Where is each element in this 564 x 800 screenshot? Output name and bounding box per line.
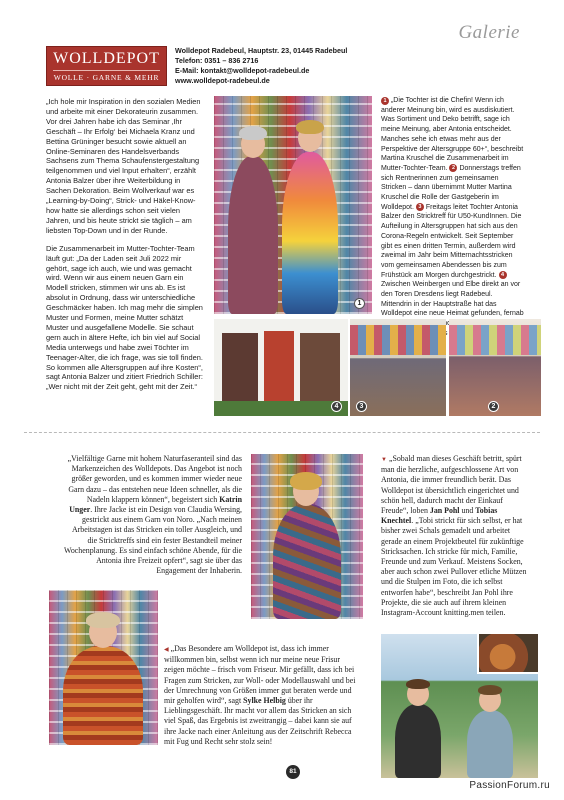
photo-sylke-helbig	[49, 590, 158, 745]
quote-pohl-name-jan: Jan Pohl	[429, 506, 460, 516]
intro-text	[46, 97, 206, 400]
figure-katrin-hair	[290, 472, 322, 490]
quote-pohl-marker-icon: ▼	[381, 457, 387, 463]
contact-email: E-Mail: kontakt@wolldepot-radebeul.de	[175, 66, 310, 75]
figure-katrin	[273, 504, 341, 619]
quote-pohl-knechtel	[381, 454, 529, 618]
logo-main-text: WOLLDEPOT	[53, 47, 160, 71]
contact-address: Wolldepot Radebeul, Hauptstr. 23, 01445 Radebeul	[175, 46, 348, 55]
caption-marker-3: 3	[416, 203, 424, 211]
photo-number-2: 2	[488, 401, 499, 412]
photo-number-1: 1	[354, 298, 365, 309]
figure-daughter	[282, 152, 338, 314]
photo-number-3: 3	[356, 401, 367, 412]
storefront-door	[264, 331, 294, 407]
quote-unger-text-2: . Ihre Jacke ist ein Design von Claudia Wersing, gestrickt aus einem Garn von Noro. „Nach meinen Arbeitstagen ist das Stricken ein toller Ausgleich, und die Stricktreffs sind ein fester Bestandteil meiner Wochenplanung. Es sind einfach schöne Abende, für die Antonia ihre Freizeit opfert“, sagt sie über das Engagement der Inhaberin.	[64, 505, 242, 576]
caption-column	[381, 96, 525, 339]
quote-pohl-name-tobias: Tobias Knechtel	[381, 506, 498, 526]
photo-group-friday	[350, 319, 446, 416]
section-title: Galerie	[458, 22, 520, 43]
figure-sylke	[63, 646, 143, 745]
photo-mother-daughter	[214, 96, 372, 314]
group-shelf-2	[449, 325, 541, 355]
quote-sylke-helbig	[164, 644, 358, 747]
storefront-window-right	[300, 333, 340, 403]
contact-phone: Telefon: 0351 – 836 2716	[175, 56, 259, 65]
photo-group-thursday	[449, 319, 541, 416]
storefront-window-left	[222, 333, 258, 403]
photo-pohl-knechtel	[381, 634, 538, 778]
photo-inset-mitts	[477, 634, 538, 674]
figure-mother-hair	[239, 126, 267, 140]
caption-4: Zwischen Weinbergen und Elbe direkt an vor den Toren Dresdens liegt Radebeul. Mittendrin in der Hauptstraße hat das Wolldepot eine neue Heimat gefunden, fernab	[381, 281, 524, 318]
figure-jan-hair	[406, 679, 430, 689]
page-number: 81	[286, 765, 300, 779]
contact-website: www.wolldepot-radebeul.de	[175, 76, 270, 85]
photo-katrin-unger	[251, 454, 363, 619]
figure-mother	[228, 156, 278, 314]
caption-marker-4: 4	[499, 271, 507, 279]
caption-3: Freitags leitet Tochter Antonia Balzer den Stricktreff für U50-KundInnen. Die Aufteilung in Altersgruppen hat sich aus den Corona-Regeln entwickelt. Seit September gibt es einen dritten Termin, außerdem wird zweimal im Jahr beim Mitternachtsstricken vom gemeinsamen Abendessen bis zum Frühstück am Morgen durchgestrickt.	[381, 203, 522, 279]
photo-number-4: 4	[331, 401, 342, 412]
group-shelf	[350, 325, 446, 355]
intro-paragraph-2: Die Zusammenarbeit im Mutter-Tochter-Team läuft gut: „Da der Laden seit Juli 2022 mir gehört, sage ich auch, wie und was gemacht wird. Wenn wir aus einem neuen Garn ein Modell stricken, stimmen wir uns ab. Es ist absolut in Ordnung, dass wir unterschiedliche Geschmäcker haben. Ich mag mehr die simplen Muster und Formen, meine Mutter schätzt Muster und ausgefallene Modelle. Sie schaut gern auch in ältere Hefte, ich bin viel auf Social Media unterwegs und habe zwei Töchter im Teenager-Alter, die ich frage, was sie toll finden. So kommen alle Altersgruppen auf ihre Kosten“, sagt Antonia Balzer und zitiert Friedrich Schiller: „Wer nicht mit der Zeit geht, geht mit der Zeit.“	[46, 243, 203, 392]
figure-daughter-hair	[296, 120, 324, 134]
caption-1: „Die Tochter ist die Chefin! Wenn ich anderer Meinung bin, wird es ausdiskutiert. Was Sortiment und Deko betrifft, sage ich meine Meinung, aber Antonia entscheidet. Manches sehe ich etwas mehr aus der Perspektive der Altersgruppe 60+“, beschreibt Martina Kruschel die Zusammenarbeit im Mutter-Tochter-Team.	[381, 97, 524, 172]
photo-storefront	[214, 319, 348, 416]
quote-katrin-unger	[64, 454, 242, 576]
quote-helbig-text-1: „Das Besondere am Wolldepot ist, dass ich immer willkommen bin, selbst wenn ich nur meine neue Frisur zeigen möchte – frisch vom Friseur. Mir gefällt, dass ich bei Fragen zum Stricken, zur Woll- oder Modellauswahl und bei der Umrechnung von Größen immer gut beraten werde und mir geholfen wird“, sagt	[164, 644, 356, 706]
watermark: PassionForum.ru	[469, 780, 550, 791]
quote-pohl-text-1: „Sobald man dieses Geschäft betritt, spürt man die herzliche, aufgeschlossene Art von Antonia, die immer freundlich berät. Das Wolldepot ist übersichtlich eingerichtet und schön hell, dadurch macht der Einkauf Freude“, loben	[381, 454, 522, 516]
figure-tobias	[467, 710, 513, 778]
quote-helbig-name: Sylke Helbig	[243, 696, 286, 706]
logo-sub-text: WOLLE · GARNE & MEHR	[53, 73, 160, 82]
quote-unger-name: Katrin Unger	[69, 494, 242, 515]
caption-marker-2: 2	[449, 164, 457, 172]
figure-tobias-hair	[478, 685, 502, 695]
quote-helbig-text-2: über ihr Lieblingsgeschäft. Ihr macht vor allem das Stricken an sich viel Spaß, das Ergebnis ist zweitrangig – dabei kann sie auf ihre Jacke nach einer Anleitung aus der Zeitschrift Rebecca mit Fug und Recht sehr stolz sein!	[164, 696, 352, 746]
contact-block	[175, 46, 375, 86]
storefront-plants	[214, 401, 348, 416]
figure-jan	[395, 704, 441, 778]
quote-pohl-text-2: . „Tobi strickt für sich selbst, er hat bisher zwei Schals gemadelt und arbeitet gerade an einem Projektbeutel für zukünftige Stricksachen. Ich stricke für mich, Familie, Freunde und zum Verkauf. Meistens Socken, aber auch schon zwei Pullover etliche Mützen und die Stulpen im Foto, die ich selbst entworfen habe“, beschreibt Jan Pohl ihre Projekte, die sie auch auf ihrem kleinen Instagram-Account knitting.men teilen.	[381, 516, 527, 618]
quote-unger-text-1: „Vielfältige Garne mit hohem Naturfaseranteil sind das Markenzeichen des Wolldepots. Das Angebot ist noch größer geworden, und es kommen immer wieder neue Garn dazu – das entstehen neue Ideen schneller, als die Nadeln klappern können“, begeistert sich	[67, 454, 242, 504]
quote-helbig-marker-icon: ◀	[164, 647, 169, 653]
figure-sylke-hair	[86, 612, 120, 628]
quote-pohl-text-mid: und	[459, 506, 476, 516]
intro-paragraph-1: „Ich hole mir Inspiration in den sozialen Medien und arbeite mit einer Dekorateurin zusammen. Vor drei Jahren habe ich das Seminar ‚Ihr Geschäft – Ihr Erfolg‘ bei Michaela Kranz und Bettina Grüninger besucht sowie aktuell an Online-Seminaren des Handelsverbands Sachsens zum Thema Schaufenstergestaltung teilgenommen und viel Input erhalten“, erzählt Antonia Balzer über ihre Weiterbildung in Sachen Dekoration. Beim Wollverkauf war es „Learning-by-Doing“, Strick- und Häkel-Know-how hatte sie allerdings schon seit vielen Jahren, und bis heute strickt sie täglich – am liebsten Top-Down und in der Runde.	[46, 97, 201, 235]
caption-2: Donnerstags treffen sich Rentnerinnen zum gemeinsamen Stricken – dann übernimmt Mutter Martina Kruschel die Rolle der Gastgeberin im Wolldepot.	[381, 164, 521, 211]
section-divider	[24, 432, 540, 433]
wolldepot-logo	[46, 46, 167, 86]
caption-marker-1: 1	[381, 97, 389, 105]
